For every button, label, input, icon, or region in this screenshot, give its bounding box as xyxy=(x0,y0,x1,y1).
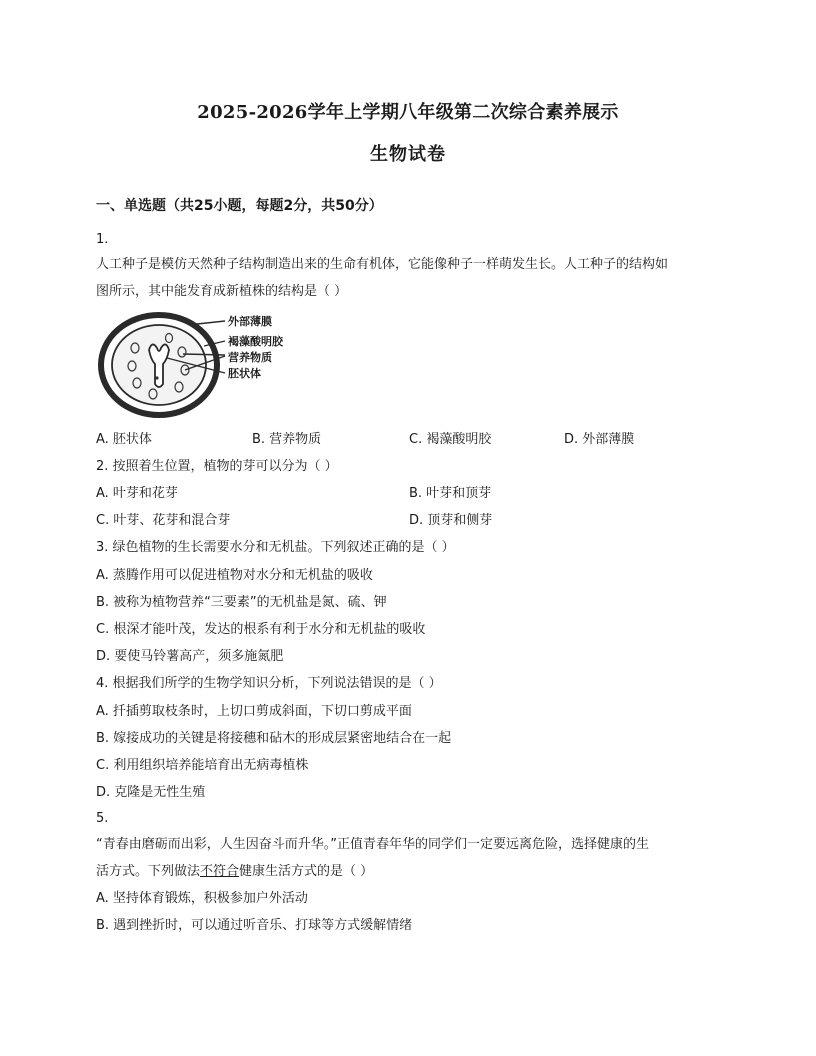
question-5-option-a[interactable]: A. 坚持体育锻炼，积极参加户外活动 xyxy=(96,891,308,906)
question-2-option-a[interactable]: A. 叶芽和花芽 xyxy=(96,486,178,501)
label-outer-membrane: 外部薄膜 xyxy=(228,315,272,328)
question-3-stem: 3. 绿色植物的生长需要水分和无机盐。下列叙述正确的是（ ） xyxy=(96,540,455,555)
question-1-stem-line-2: 图所示，其中能发育成新植株的结构是（ ） xyxy=(96,284,348,299)
question-5-option-b[interactable]: B. 遇到挫折时，可以通过听音乐、打球等方式缓解情绪 xyxy=(96,918,413,933)
question-4-option-b[interactable]: B. 嫁接成功的关键是将接穗和砧木的形成层紧密地结合在一起 xyxy=(96,731,452,746)
question-3-option-a[interactable]: A. 蒸腾作用可以促进植物对水分和无机盐的吸收 xyxy=(96,568,373,583)
question-5-stem-line-2-post: 健康生活方式的是（ ） xyxy=(239,864,374,879)
question-2-option-c[interactable]: C. 叶芽、花芽和混合芽 xyxy=(96,513,231,528)
question-1-option-a[interactable]: A. 胚状体 xyxy=(96,432,152,447)
exam-title: 2025-2026学年上学期八年级第二次综合素养展示 xyxy=(197,102,619,123)
question-5-stem-line-2 xyxy=(96,863,373,881)
section-heading: 一、单选题（共25小题，每题2分，共50分） xyxy=(96,198,383,214)
question-5-stem-line-1: “青春由磨砺而出彩，人生因奋斗而升华。”正值青春年华的同学们一定要远离危险，选择健康的生 xyxy=(96,837,649,852)
question-3-option-d[interactable]: D. 要使马铃薯高产，须多施氮肥 xyxy=(96,649,284,664)
question-1-option-b[interactable]: B. 营养物质 xyxy=(252,432,322,447)
question-4-option-a[interactable]: A. 扦插剪取枝条时，上切口剪成斜面，下切口剪成平面 xyxy=(96,704,412,719)
label-embryoid: 胚状体 xyxy=(228,367,261,380)
question-5-stem-emphasis: 不符合 xyxy=(200,864,240,879)
label-alginate-gel: 褐藻酸明胶 xyxy=(228,335,283,348)
pointer-line xyxy=(183,354,225,355)
question-2-option-d[interactable]: D. 顶芽和侧芽 xyxy=(409,513,493,528)
question-2-option-b[interactable]: B. 叶芽和顶芽 xyxy=(409,486,492,501)
question-4-option-c[interactable]: C. 利用组织培养能培育出无病毒植株 xyxy=(96,758,309,773)
question-3-option-c[interactable]: C. 根深才能叶茂，发达的根系有利于水分和无机盐的吸收 xyxy=(96,622,426,637)
question-4-stem: 4. 根据我们所学的生物学知识分析，下列说法错误的是（ ） xyxy=(96,676,442,691)
pointer-line xyxy=(197,321,225,324)
question-1-stem-line-1: 人工种子是模仿天然种子结构制造出来的生命有机体，它能像种子一样萌发生长。人工种子的结构如 xyxy=(96,257,669,272)
question-2-stem: 2. 按照着生位置，植物的芽可以分为（ ） xyxy=(96,459,338,474)
label-nutrients: 营养物质 xyxy=(228,351,272,364)
question-1-option-d[interactable]: D. 外部薄膜 xyxy=(564,432,635,447)
question-1-option-c[interactable]: C. 褐藻酸明胶 xyxy=(409,432,492,447)
question-5-number: 5. xyxy=(96,811,109,826)
artificial-seed-diagram xyxy=(97,310,297,420)
exam-subject-title: 生物试卷 xyxy=(370,144,446,165)
question-5-stem-line-2-pre: 活方式。下列做法 xyxy=(96,864,201,879)
question-1-number: 1. xyxy=(96,232,109,247)
embryoid-dot xyxy=(155,376,158,379)
question-3-option-b[interactable]: B. 被称为植物营养“三要素”的无机盐是氮、硫、钾 xyxy=(96,595,387,610)
question-4-option-d[interactable]: D. 克隆是无性生殖 xyxy=(96,785,206,800)
